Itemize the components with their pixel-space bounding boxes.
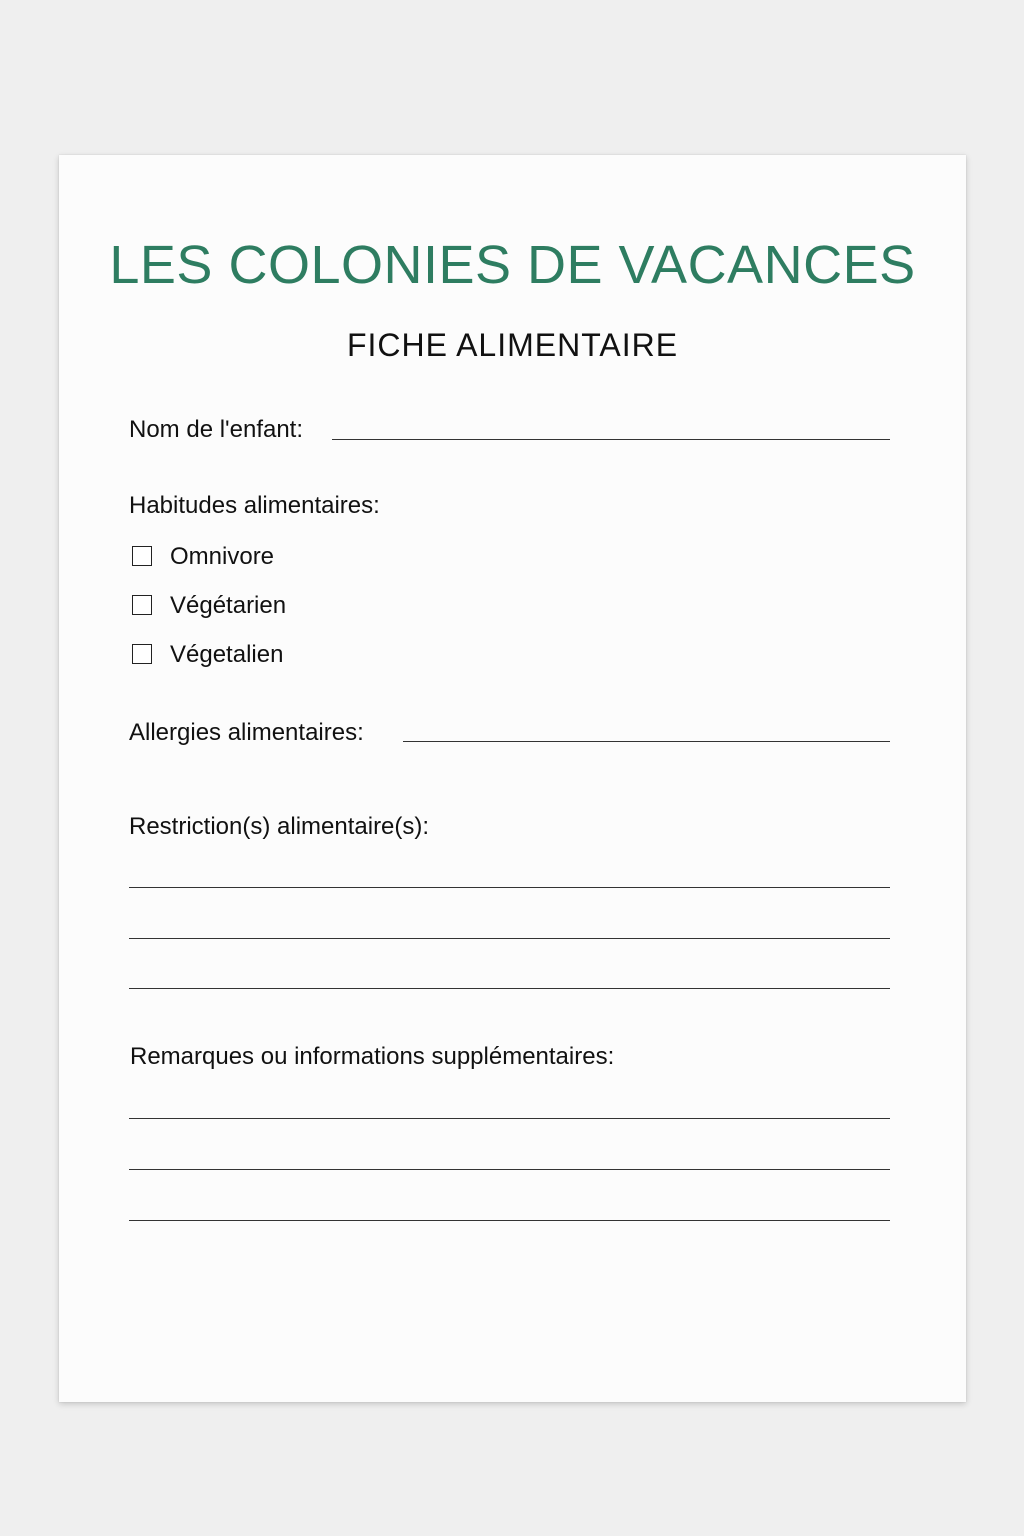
child-name-label: Nom de l'enfant: bbox=[129, 416, 304, 443]
restrictions-line-2[interactable] bbox=[129, 938, 890, 939]
remarks-line-2[interactable] bbox=[129, 1169, 890, 1170]
vegetalien-checkbox[interactable] bbox=[132, 644, 152, 664]
restrictions-line-3[interactable] bbox=[129, 988, 890, 989]
omnivore-label: Omnivore bbox=[170, 543, 275, 570]
remarks-label: Remarques ou informations supplémentaires: bbox=[130, 1043, 615, 1070]
child-name-field[interactable] bbox=[332, 439, 890, 440]
allergies-label: Allergies alimentaires: bbox=[129, 719, 364, 746]
form-title: FICHE ALIMENTAIRE bbox=[346, 327, 679, 363]
allergies-field[interactable] bbox=[403, 741, 890, 742]
organization-title: LES COLONIES DE VACANCES bbox=[109, 235, 916, 295]
remarks-line-3[interactable] bbox=[129, 1220, 890, 1221]
restrictions-line-1[interactable] bbox=[129, 887, 890, 888]
form-sheet bbox=[59, 155, 966, 1402]
habits-label: Habitudes alimentaires: bbox=[129, 492, 380, 519]
vegetarien-label: Végétarien bbox=[170, 592, 287, 619]
omnivore-checkbox[interactable] bbox=[132, 546, 152, 566]
vegetalien-label: Végetalien bbox=[170, 641, 284, 668]
restrictions-label: Restriction(s) alimentaire(s): bbox=[129, 813, 430, 840]
vegetarien-checkbox[interactable] bbox=[132, 595, 152, 615]
remarks-line-1[interactable] bbox=[129, 1118, 890, 1119]
